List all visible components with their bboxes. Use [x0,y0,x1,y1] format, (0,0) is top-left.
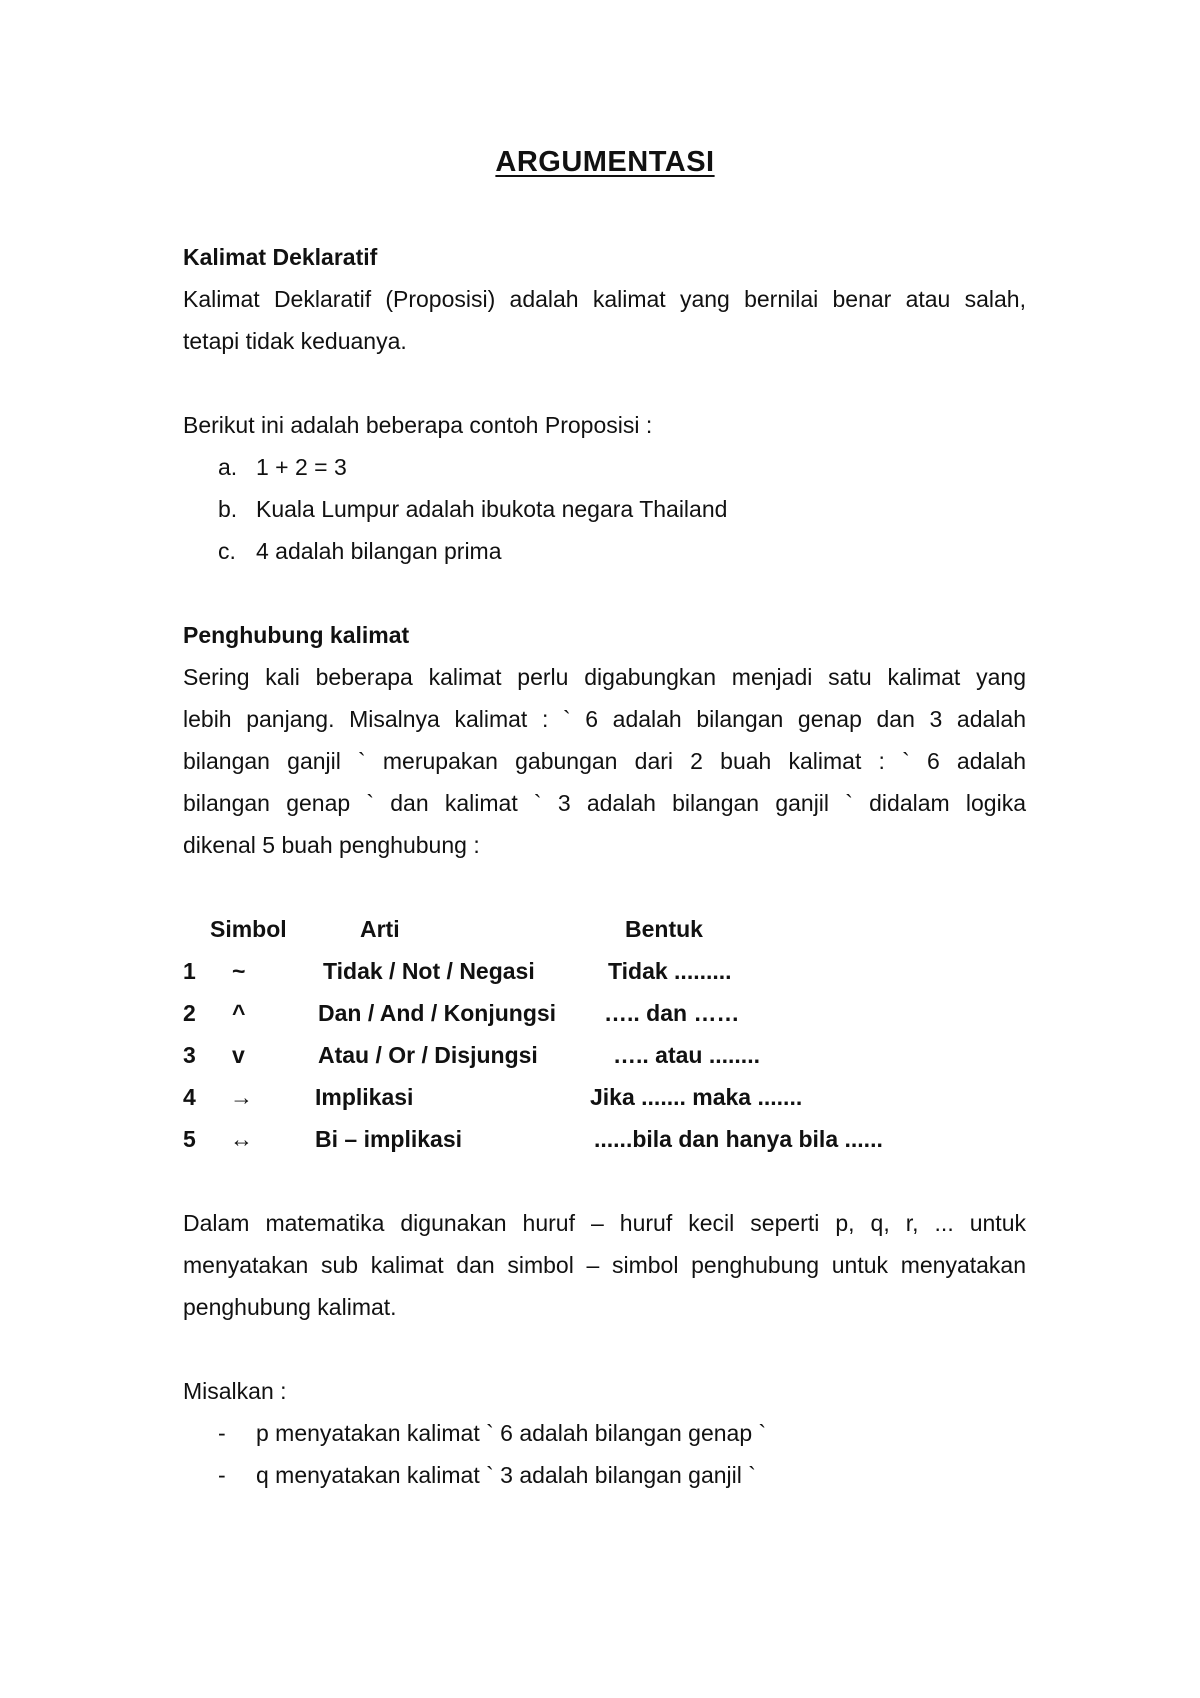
table-row-bentuk: Jika ....... maka ....... [590,1084,803,1110]
table-row-arti: Atau / Or / Disjungsi [318,1042,538,1068]
list-text: 1 + 2 = 3 [256,454,347,480]
table-row-symbol: v [232,1042,245,1068]
paragraph-line: lebih panjang. Misalnya kalimat : ` 6 adalah bilangan genap dan 3 adalah [183,706,1026,732]
list-marker: - [218,1462,226,1488]
table-row-arti: Tidak / Not / Negasi [323,958,535,984]
table-row-bentuk: ......bila dan hanya bila ...... [594,1126,883,1152]
examples-intro: Berikut ini adalah beberapa contoh Proposisi : [183,412,653,438]
list-text: 4 adalah bilangan prima [256,538,502,564]
table-row-symbol: ^ [232,1000,246,1026]
table-row-number: 4 [183,1084,196,1110]
list-text: p menyatakan kalimat ` 6 adalah bilangan genap ` [256,1420,767,1446]
table-row-number: 2 [183,1000,196,1026]
table-header-bentuk: Bentuk [625,916,703,942]
table-row-symbol: → [230,1084,253,1110]
list-marker: c. [218,538,236,564]
table-row-bentuk: ….. atau ........ [613,1042,760,1068]
list-marker: a. [218,454,238,480]
paragraph-line: bilangan genap ` dan kalimat ` 3 adalah bilangan ganjil ` didalam logika [183,790,1026,816]
paragraph-line: Kalimat Deklaratif (Proposisi) adalah kalimat yang bernilai benar atau salah, [183,286,1026,312]
table-row-number: 1 [183,958,196,984]
list-marker: b. [218,496,238,522]
paragraph-line: tetapi tidak keduanya. [183,328,407,354]
paragraph-line: bilangan ganjil ` merupakan gabungan dari 2 buah kalimat : ` 6 adalah [183,748,1026,774]
table-row-number: 3 [183,1042,196,1068]
table-row-symbol: ~ [232,958,246,984]
table-row-bentuk: ….. dan …… [604,1000,740,1026]
table-row-symbol: ↔ [230,1126,253,1152]
paragraph-line: penghubung kalimat. [183,1294,397,1320]
paragraph-line: dikenal 5 buah penghubung : [183,832,480,858]
list-text: Kuala Lumpur adalah ibukota negara Thailand [256,496,728,522]
section-heading-penghubung-kalimat: Penghubung kalimat [183,622,410,648]
table-row-arti: Dan / And / Konjungsi [318,1000,557,1026]
section-heading-kalimat-deklaratif: Kalimat Deklaratif [183,244,378,270]
paragraph-line: menyatakan sub kalimat dan simbol – simbol penghubung untuk menyatakan [183,1252,1026,1278]
paragraph-line: Sering kali beberapa kalimat perlu digabungkan menjadi satu kalimat yang [183,664,1026,690]
table-header-simbol: Simbol [210,916,287,942]
list-marker: - [218,1420,226,1446]
table-row-number: 5 [183,1126,196,1152]
document-title: ARGUMENTASI [495,146,715,178]
table-header-arti: Arti [360,916,400,942]
paragraph-line: Dalam matematika digunakan huruf – huruf kecil seperti p, q, r, ... untuk [183,1210,1026,1236]
example-intro: Misalkan : [183,1378,287,1404]
table-row-arti: Implikasi [315,1084,414,1110]
list-text: q menyatakan kalimat ` 3 adalah bilangan ganjil ` [256,1462,756,1488]
table-row-arti: Bi – implikasi [315,1126,463,1152]
table-row-bentuk: Tidak ......... [608,958,732,984]
